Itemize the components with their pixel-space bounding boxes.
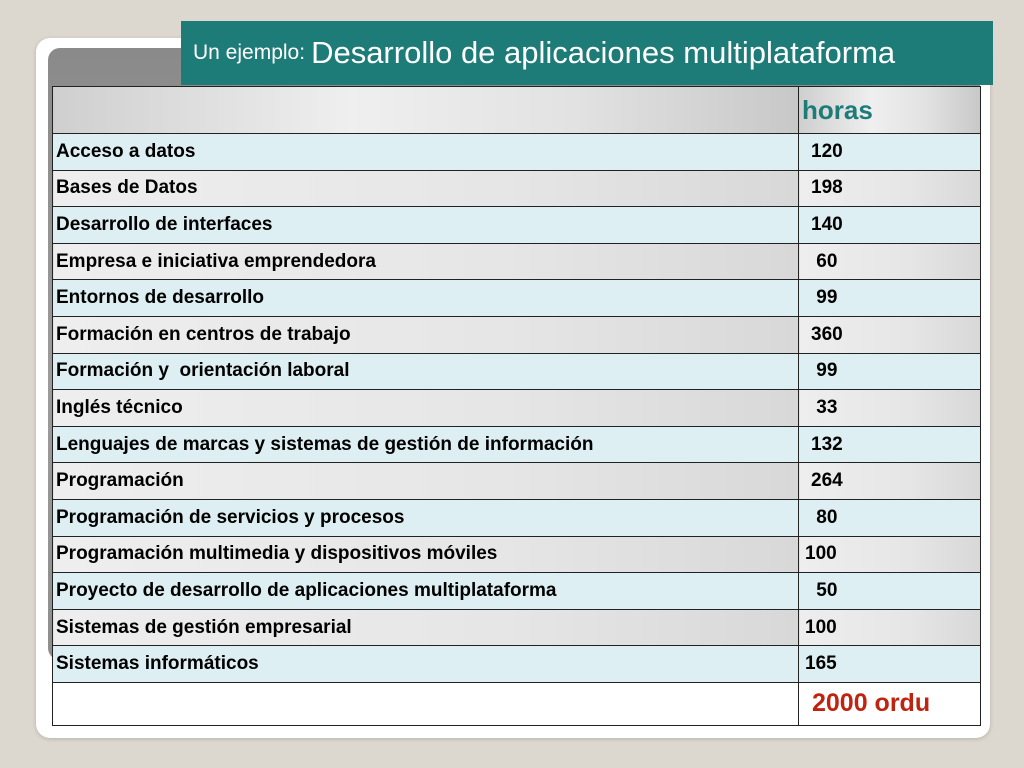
module-hours-cell: 198 (799, 170, 981, 207)
module-hours-cell: 100 (799, 536, 981, 573)
table-row (53, 353, 981, 390)
table-row (53, 463, 981, 500)
table-row (53, 134, 981, 171)
table-row (53, 573, 981, 610)
table-row (53, 280, 981, 317)
table-row (53, 609, 981, 646)
table-row (53, 170, 981, 207)
module-name-cell: Acceso a datos (53, 134, 799, 171)
total-cell (799, 682, 981, 725)
module-hours-cell: 60 (799, 243, 981, 280)
module-name-cell: Empresa e iniciativa emprendedora (53, 243, 799, 280)
table-row (53, 499, 981, 536)
table-row (53, 646, 981, 683)
table-row (53, 207, 981, 244)
module-name-cell: Desarrollo de interfaces (53, 207, 799, 244)
module-hours-cell: 132 (799, 426, 981, 463)
module-name-cell: Inglés técnico (53, 390, 799, 427)
module-hours-cell: 100 (799, 609, 981, 646)
module-name-cell: Bases de Datos (53, 170, 799, 207)
module-hours-cell: 264 (799, 463, 981, 500)
module-hours-table (52, 86, 981, 726)
module-name-cell: Formación en centros de trabajo (53, 316, 799, 353)
total-hours: 2000 ordu (812, 689, 931, 718)
module-hours-cell: 99 (799, 353, 981, 390)
table-row (53, 536, 981, 573)
table-row (53, 426, 981, 463)
table-row (53, 243, 981, 280)
module-name-cell: Programación (53, 463, 799, 500)
module-name-cell: Lenguajes de marcas y sistemas de gestión de información (53, 426, 799, 463)
module-hours-cell: 80 (799, 499, 981, 536)
module-name-cell: Sistemas de gestión empresarial (53, 609, 799, 646)
module-hours-cell: 360 (799, 316, 981, 353)
module-hours-cell: 140 (799, 207, 981, 244)
total-empty-cell (53, 682, 799, 725)
module-name-cell: Programación de servicios y procesos (53, 499, 799, 536)
title-prefix: Un ejemplo: (193, 41, 306, 64)
module-hours-cell: 33 (799, 390, 981, 427)
module-hours-cell: 120 (799, 134, 981, 171)
title-banner (181, 21, 993, 85)
module-hours-cell: 99 (799, 280, 981, 317)
table-row (53, 316, 981, 353)
module-name-cell: Formación y orientación laboral (53, 353, 799, 390)
header-hours-cell (799, 87, 981, 134)
module-name-cell: Sistemas informáticos (53, 646, 799, 683)
table-total-row (53, 682, 981, 725)
module-hours-cell: 50 (799, 573, 981, 610)
table-header-row (53, 87, 981, 134)
header-hours-label: horas (802, 94, 873, 125)
header-module-cell (53, 87, 799, 134)
table-row (53, 390, 981, 427)
module-name-cell: Programación multimedia y dispositivos móviles (53, 536, 799, 573)
module-name-cell: Entornos de desarrollo (53, 280, 799, 317)
module-hours-cell: 165 (799, 646, 981, 683)
module-name-cell: Proyecto de desarrollo de aplicaciones multiplataforma (53, 573, 799, 610)
page-title: Desarrollo de aplicaciones multiplataforma (311, 35, 896, 70)
